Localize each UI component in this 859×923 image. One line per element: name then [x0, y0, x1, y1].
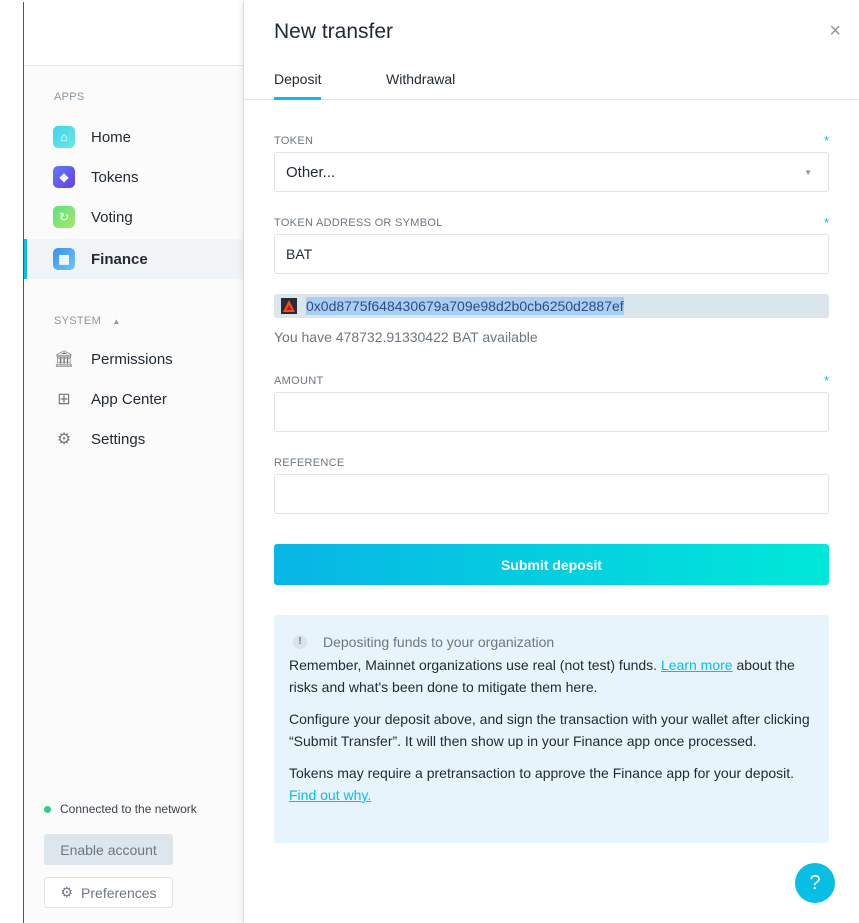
home-icon: ⌂	[53, 126, 75, 148]
caret-up-icon: ▲	[112, 317, 121, 326]
amount-label: AMOUNT	[274, 375, 324, 387]
info-text: Tokens may require a pretransaction to approve the Finance app for your deposit.	[289, 764, 795, 781]
required-marker: *	[823, 373, 829, 388]
resolved-token-address	[274, 294, 829, 318]
token-address-text: 0x0d8775f648430679a709e98d2b0cb6250d2887ef	[306, 298, 624, 314]
status-dot-icon	[44, 806, 51, 813]
system-section-toggle[interactable]	[54, 315, 121, 327]
close-icon[interactable]: ×	[829, 20, 841, 42]
info-text: about the risks and what's been done to mitigate them here.	[289, 656, 795, 695]
tab-withdrawal[interactable]: Withdrawal	[386, 71, 456, 87]
sidebar	[23, 2, 244, 923]
reference-input[interactable]	[274, 474, 829, 514]
bat-token-icon	[281, 298, 297, 314]
reference-label: REFERENCE	[274, 457, 345, 469]
preferences-label: Preferences	[81, 884, 157, 901]
panel-title: New transfer	[274, 20, 394, 43]
voting-icon: ↻	[53, 206, 75, 228]
org-header[interactable]	[24, 2, 243, 66]
info-text: Configure your deposit above, and sign the transaction with your wallet after clicking “Submit Transfer”. It will then show up in your Finance app once processed.	[289, 710, 810, 749]
apps-section-label: APPS	[54, 91, 85, 103]
tab-deposit[interactable]: Deposit	[274, 71, 321, 100]
system-section-label: SYSTEM	[54, 315, 102, 327]
transfer-panel	[244, 0, 859, 923]
chevron-down-icon: ▼	[804, 167, 812, 177]
transfer-tabs	[244, 60, 859, 100]
find-out-why-link[interactable]: Find out why.	[289, 787, 372, 803]
info-text: Remember, Mainnet organizations use real (not test) funds.	[289, 656, 658, 673]
token-address-label: TOKEN ADDRESS OR SYMBOL	[274, 217, 443, 229]
exclamation-icon: !	[293, 635, 307, 649]
help-button[interactable]: ?	[795, 863, 835, 903]
bank-icon: 🏛	[53, 351, 75, 368]
amount-input[interactable]	[274, 392, 829, 432]
token-address-input[interactable]: BAT	[274, 234, 829, 274]
info-heading: Depositing funds to your organization	[323, 634, 555, 650]
sidebar-item-label: Settings	[91, 430, 146, 448]
sidebar-item-label: Home	[91, 128, 132, 146]
sidebar-item-settings[interactable]	[24, 419, 243, 459]
sidebar-item-label: Finance	[91, 250, 148, 268]
available-balance: You have 478732.91330422 BAT available	[274, 329, 538, 345]
sidebar-item-home[interactable]	[24, 117, 243, 157]
deposit-info-box	[274, 615, 829, 843]
sidebar-item-app-center[interactable]	[24, 379, 243, 419]
sidebar-item-label: App Center	[91, 390, 167, 408]
submit-deposit-button[interactable]: Submit deposit	[274, 544, 829, 585]
required-marker: *	[823, 215, 829, 230]
sidebar-item-permissions[interactable]	[24, 339, 243, 379]
sidebar-item-tokens[interactable]	[24, 157, 243, 197]
network-status	[44, 802, 197, 816]
sidebar-item-finance[interactable]	[24, 239, 243, 279]
sidebar-item-label: Voting	[91, 208, 133, 226]
token-selected-value: Other...	[286, 163, 336, 181]
calculator-icon: ▦	[53, 248, 75, 270]
sidebar-item-label: Tokens	[91, 168, 139, 186]
tokens-icon: ◆	[53, 166, 75, 188]
preferences-button[interactable]	[44, 877, 173, 908]
token-select[interactable]	[274, 152, 829, 192]
token-label: TOKEN	[274, 135, 314, 147]
learn-more-link[interactable]: Learn more	[660, 656, 733, 673]
enable-account-button[interactable]: Enable account	[44, 834, 173, 865]
app-grid-icon: ⊞	[57, 391, 71, 408]
status-text: Connected to the network	[60, 802, 197, 816]
sidebar-item-label: Permissions	[91, 350, 173, 368]
sidebar-item-voting[interactable]	[24, 197, 243, 237]
gear-icon: ⚙	[56, 431, 72, 448]
gear-icon: ⚙	[60, 884, 74, 900]
required-marker: *	[823, 133, 829, 148]
